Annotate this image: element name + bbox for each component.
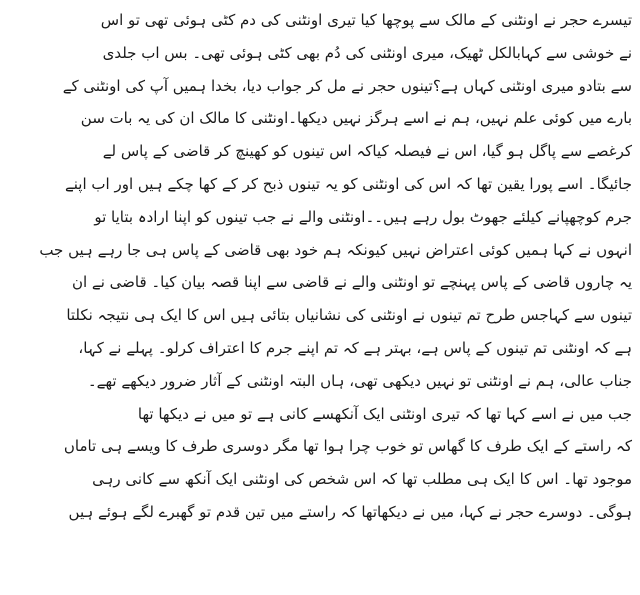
text-line: تیسرے حجر نے اونٹنی کے مالک سے پوچھا کیا تیری اونٹنی کی دم کٹی ہوئی تھی تو اس	[100, 11, 632, 29]
text-line: سے بتادو میری اونٹنی کہاں ہے؟تینوں حجر نے مل کر جواب دیا، بخدا ہمیں آپ کی اونٹنی کے	[62, 76, 632, 95]
text-line: جب میں نے اسے کہا تھا کہ تیری اونٹنی ایک آنکھسے کانی ہے تو میں نے دیکھا تھا	[137, 404, 632, 423]
text-line: موجود تھا۔ اس کا ایک ہی مطلب تھا کہ اس شخص کی اونٹنی ایک آنکھ سے کانی رہی	[92, 470, 632, 489]
text-line: یہ چاروں قاضی کے پاس پہنچے تو اونٹنی والے نے قاضی سے اپنا قصہ بیان کیا۔ قاضی نے ان	[71, 273, 632, 292]
urdu-text-block	[0, 4, 640, 529]
text-line: ہے کہ اونٹنی تم تینوں کے پاس ہے، بہتر ہے کہ تم اپنے جرم کا اعتراف کرلو۔ پہلے نے کہا،	[78, 338, 632, 357]
text-line: بارے میں کوئی علم نہیں، ہم نے اسے ہرگز نہیں دیکھا۔اونٹنی کا مالک ان کی یہ بات سن	[80, 109, 632, 128]
text-line: تینوں سے کہاجس طرح تم تینوں نے اونٹنی کی نشانیاں بتائی ہیں اس کا ایک ہی نتیجہ نکلتا	[66, 306, 632, 325]
text-line: جناب عالی، ہم نے اونٹنی تو نہیں دیکھی تھی، ہاں البتہ اونٹنی کے آثار ضرور دیکھے تھے۔	[87, 371, 632, 390]
text-line: جائیگا۔ اسے پورا یقین تھا کہ اس کی اونٹنی کو یہ تینوں ذبح کر کے کھا چکے ہیں اور اب اپنے	[64, 174, 632, 193]
text-line: انہوں نے کہا ہمیں کوئی اعتراض نہیں کیونکہ ہم خود بھی قاضی کے پاس ہی جا رہے ہیں جب	[39, 240, 632, 259]
text-line: کہ راستے کے ایک طرف کا گھاس تو خوب چرا ہوا تھا مگر دوسری طرف کا ویسے ہی تاماں	[63, 437, 632, 456]
text-line: جرم کوچھپانے کیلئے جھوٹ بول رہے ہیں۔۔اونٹنی والے نے جب تینوں کو اپنا ارادہ بتایا تو	[94, 207, 632, 226]
text-line: ہوگی۔ دوسرے حجر نے کہا، میں نے دیکھاتھا کہ راستے میں تین قدم تو گھبرے لگے ہوئے ہیں	[68, 502, 632, 521]
text-line: نے خوشی سے کہابالکل ٹھیک، میری اونٹنی کی دُم بھی کٹی ہوئی تھی۔ بس اب جلدی	[102, 43, 632, 62]
text-line: کرغصے سے پاگل ہو گیا، اس نے فیصلہ کیاکہ اس تینوں کو کھینچ کر قاضی کے پاس لے	[102, 142, 632, 161]
